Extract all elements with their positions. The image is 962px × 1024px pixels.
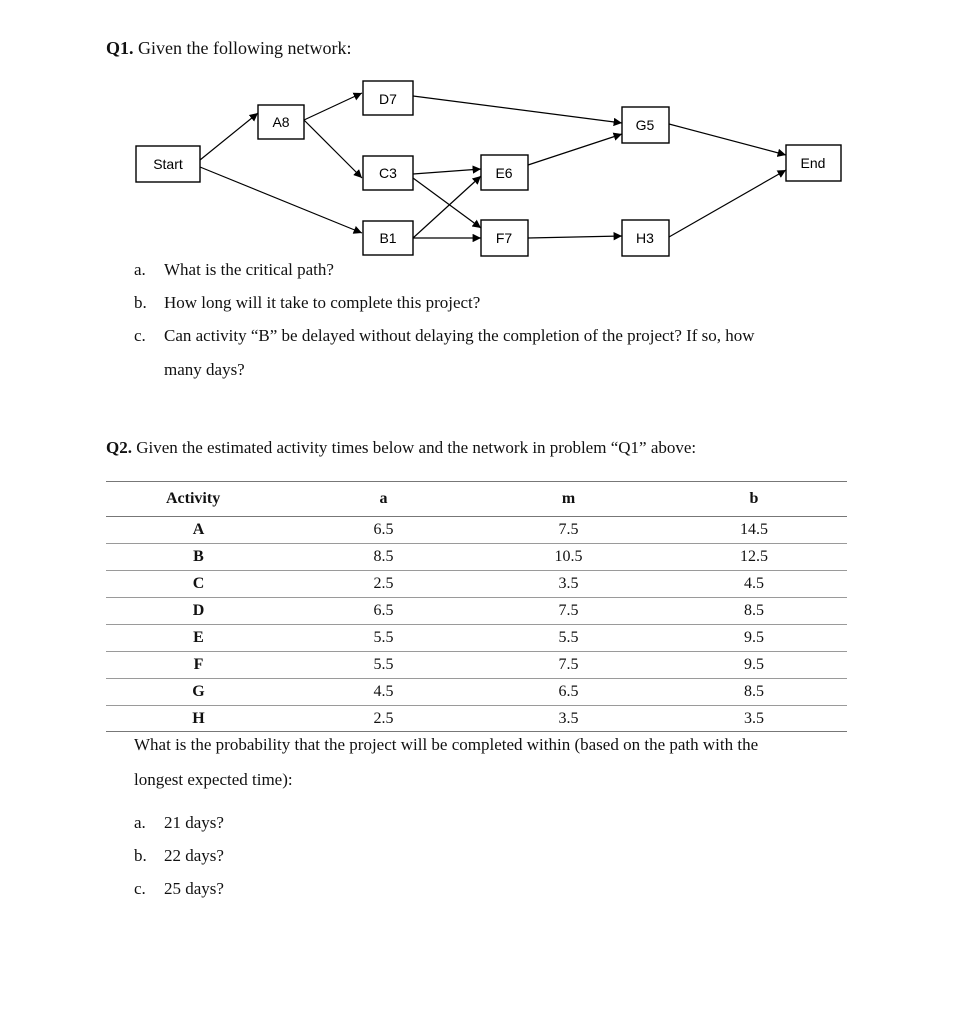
b-value-cell: 14.5	[661, 517, 847, 544]
m-value-cell: 7.5	[476, 517, 661, 544]
m-value-cell: 7.5	[476, 598, 661, 625]
a-value-cell: 2.5	[291, 571, 476, 598]
node-f	[481, 220, 528, 256]
header-a: a	[291, 482, 476, 517]
a-value-cell: 8.5	[291, 544, 476, 571]
b-value-cell: 8.5	[661, 598, 847, 625]
activity-cell: A	[106, 517, 291, 544]
activity-cell: G	[106, 679, 291, 706]
node-c	[363, 156, 413, 190]
m-value-cell: 10.5	[476, 544, 661, 571]
svg-text:F7: F7	[495, 230, 513, 246]
q2-heading	[106, 438, 696, 458]
m-value-cell: 3.5	[476, 706, 661, 732]
b-value-cell: 8.5	[661, 679, 847, 706]
b-value-cell: 4.5	[661, 571, 847, 598]
edge-h-end	[669, 170, 786, 237]
edge-a-d	[304, 93, 362, 120]
svg-text:A8: A8	[272, 114, 290, 130]
m-value-cell: 6.5	[476, 679, 661, 706]
activity-cell: C	[106, 571, 291, 598]
node-a	[258, 105, 304, 139]
svg-text:H3: H3	[636, 230, 654, 246]
network-diagram	[0, 0, 962, 270]
a-value-cell: 6.5	[291, 517, 476, 544]
a-value-cell: 4.5	[291, 679, 476, 706]
activity-times-table	[106, 481, 847, 732]
svg-text:D7: D7	[379, 91, 397, 107]
a-value-cell: 2.5	[291, 706, 476, 732]
edge-g-end	[669, 124, 786, 155]
svg-text:E6: E6	[495, 165, 513, 181]
node-g	[622, 107, 669, 143]
node-d	[363, 81, 413, 115]
edge-f-h	[528, 236, 622, 238]
svg-text:B1: B1	[379, 230, 397, 246]
activity-cell: D	[106, 598, 291, 625]
node-b	[363, 221, 413, 255]
q1-number: Q1.	[106, 38, 134, 58]
b-value-cell: 12.5	[661, 544, 847, 571]
table-row	[106, 652, 847, 679]
svg-text:End: End	[800, 155, 826, 171]
q2-paragraph-line1: What is the probability that the project will be completed within (based on the path with the	[134, 735, 759, 754]
a-value-cell: 5.5	[291, 652, 476, 679]
activity-cell: H	[106, 706, 291, 732]
q2-number: Q2.	[106, 438, 132, 457]
q2-paragraph-line2: longest expected time):	[134, 770, 293, 789]
q1-prompt: Given the following network:	[138, 38, 352, 58]
q2-prompt: Given the estimated activity times below and the network in problem “Q1” above:	[136, 438, 697, 457]
activity-cell: F	[106, 652, 291, 679]
m-value-cell: 5.5	[476, 625, 661, 652]
header-b: b	[661, 482, 847, 517]
b-value-cell: 3.5	[661, 706, 847, 732]
edge-start-a	[200, 113, 258, 160]
a-value-cell: 6.5	[291, 598, 476, 625]
table-row	[106, 625, 847, 652]
header-activity: Activity	[106, 482, 291, 517]
svg-text:G5: G5	[635, 117, 655, 133]
edge-e-g	[528, 134, 622, 165]
node-start	[136, 146, 200, 182]
a-value-cell: 5.5	[291, 625, 476, 652]
activity-cell: E	[106, 625, 291, 652]
edge-a-c	[304, 120, 362, 178]
activity-cell: B	[106, 544, 291, 571]
table-row	[106, 706, 847, 732]
svg-text:C3: C3	[379, 165, 397, 181]
node-h	[622, 220, 669, 256]
table-row	[106, 571, 847, 598]
m-value-cell: 3.5	[476, 571, 661, 598]
b-value-cell: 9.5	[661, 652, 847, 679]
table-row	[106, 544, 847, 571]
edge-d-g	[413, 96, 622, 123]
svg-text:Start: Start	[153, 156, 183, 172]
m-value-cell: 7.5	[476, 652, 661, 679]
edge-c-e	[413, 169, 481, 174]
header-m: m	[476, 482, 661, 517]
table-row	[106, 517, 847, 544]
node-end	[786, 145, 841, 181]
edge-start-b	[200, 167, 362, 233]
node-e	[481, 155, 528, 190]
table-row	[106, 679, 847, 706]
table-header-row	[106, 482, 847, 517]
b-value-cell: 9.5	[661, 625, 847, 652]
table-row	[106, 598, 847, 625]
